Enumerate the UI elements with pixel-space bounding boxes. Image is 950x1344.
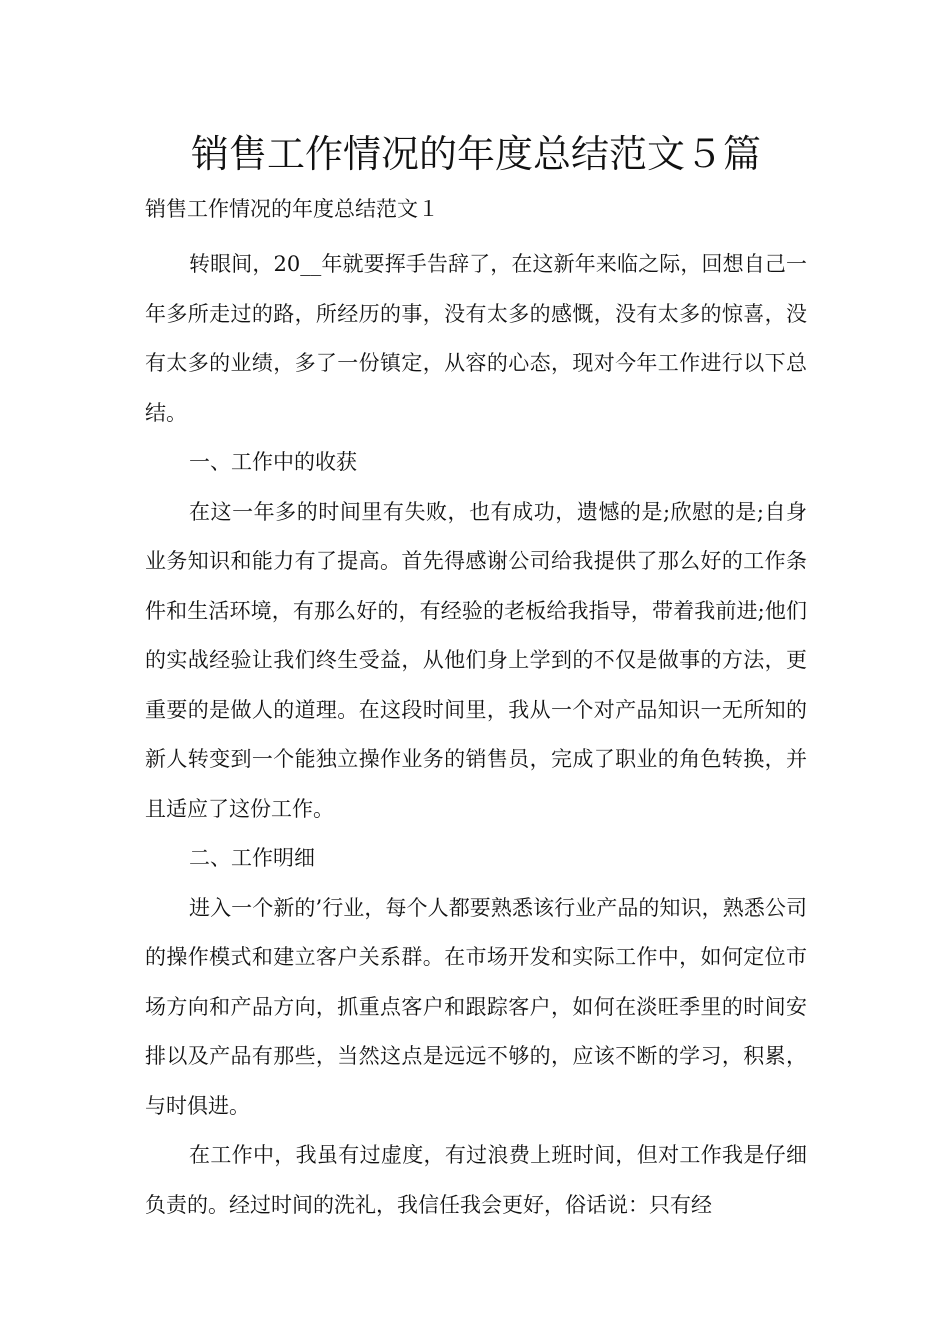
document-subtitle: 销售工作情况的年度总结范文１ [145,197,439,221]
document-page [145,128,807,1230]
paragraph-work-attitude: 在工作中，我虽有过虚度，有过浪费上班时间，但对工作我是仔细负责的。经过时间的洗礼，我信任我会更好，俗话说：只有经 [145,1143,807,1217]
paragraph-gains: 在这一年多的时间里有失败，也有成功，遗憾的是;欣慰的是;自身业务知识和能力有了提高。首先得感谢公司给我提供了那么好的工作条件和生活环境，有那么好的，有经验的老板给我指导，带着我前进;他们的实战经验让我们终生受益，从他们身上学到的不仅是做事的方法，更重要的是做人的道理。在这段时间里，我从一个对产品知识一无所知的新人转变到一个能独立操作业务的销售员，完成了职业的角色转换，并且适应了这份工作。 [145,499,807,821]
section-heading-gains: 一、工作中的收获 [189,450,357,474]
section-heading-details: 二、工作明细 [189,846,315,870]
document-title: 销售工作情况的年度总结范文５篇 [190,132,761,176]
paragraph-intro: 转眼间，20__年就要挥手告辞了，在这新年来临之际，回想自己一年多所走过的路，所经历的事，没有太多的感慨，没有太多的惊喜，没有太多的业绩，多了一份镇定，从容的心态，现对今年工作进行以下总结。 [145,252,807,425]
paragraph-details: 进入一个新的’行业，每个人都要熟悉该行业产品的知识，熟悉公司的操作模式和建立客户关系群。在市场开发和实际工作中，如何定位市场方向和产品方向，抓重点客户和跟踪客户，如何在淡旺季里的时间安排以及产品有那些，当然这点是远远不够的，应该不断的学习，积累，与时俱进。 [145,895,807,1118]
